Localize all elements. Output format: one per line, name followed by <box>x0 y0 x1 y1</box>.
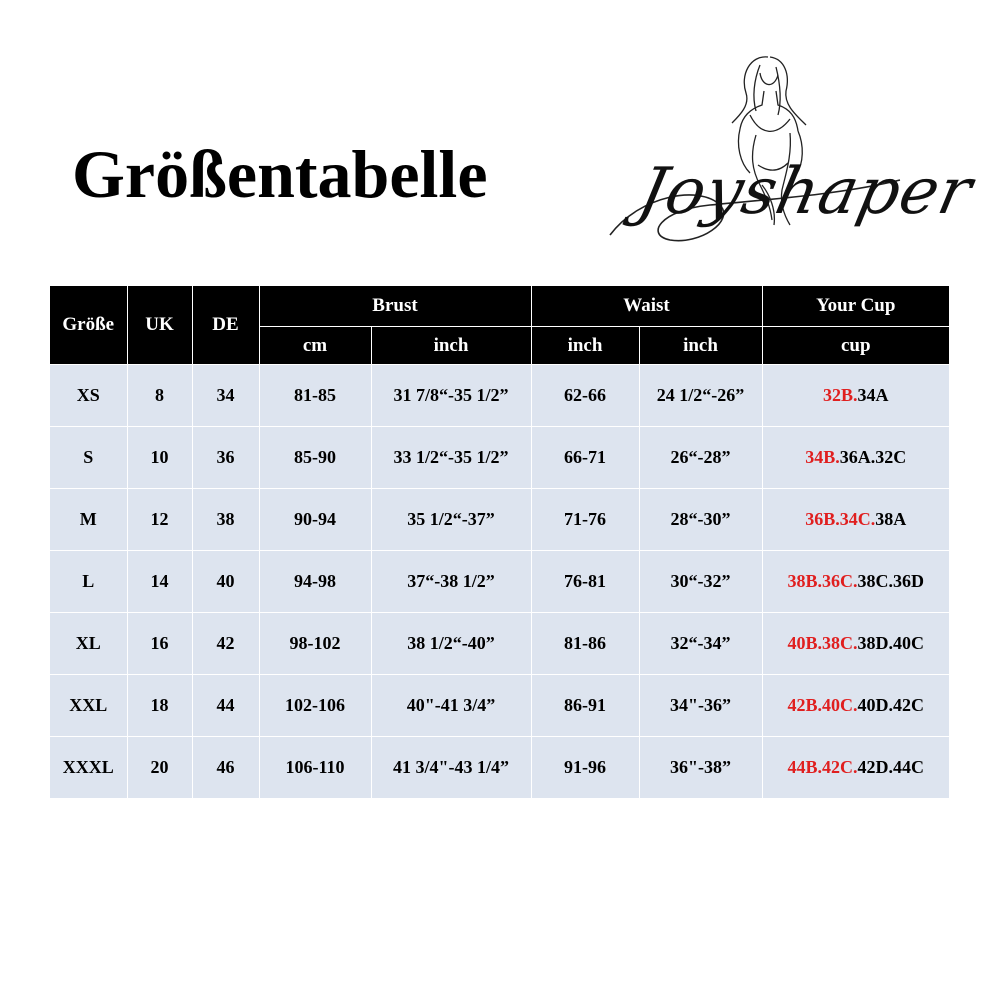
cup-other: 38C.36D <box>857 571 925 591</box>
cell-cup <box>762 737 949 799</box>
cell-size: L <box>50 551 127 613</box>
table-row <box>50 675 949 737</box>
table-row <box>50 365 949 427</box>
cell-brust-inch: 40"-41 3/4” <box>371 675 531 737</box>
cell-brust-inch: 35 1/2“-37” <box>371 489 531 551</box>
cell-brust-cm: 106-110 <box>259 737 371 799</box>
cell-size: M <box>50 489 127 551</box>
cell-de: 40 <box>192 551 259 613</box>
cell-waist-a: 71-76 <box>531 489 639 551</box>
header-brust-inch: inch <box>371 327 531 365</box>
cup-highlight: 42B.40C. <box>787 695 858 715</box>
cell-brust-cm: 98-102 <box>259 613 371 675</box>
cell-waist-a: 66-71 <box>531 427 639 489</box>
cell-waist-b: 26“-28” <box>639 427 762 489</box>
brand-logo <box>600 45 979 260</box>
cell-waist-b: 28“-30” <box>639 489 762 551</box>
header-waist-inch-b: inch <box>639 327 762 365</box>
cell-cup <box>762 551 949 613</box>
header-brust-cm: cm <box>259 327 371 365</box>
cell-brust-inch: 33 1/2“-35 1/2” <box>371 427 531 489</box>
cell-brust-cm: 81-85 <box>259 365 371 427</box>
header-waist: Waist <box>531 286 762 327</box>
cup-other: 40D.42C <box>857 695 925 715</box>
cup-highlight: 40B.38C. <box>787 633 858 653</box>
size-chart-table <box>50 286 949 799</box>
cell-uk: 20 <box>127 737 192 799</box>
cell-brust-cm: 94-98 <box>259 551 371 613</box>
cell-cup <box>762 365 949 427</box>
cup-highlight: 36B.34C. <box>805 509 876 529</box>
cell-size: XXL <box>50 675 127 737</box>
cup-highlight: 34B. <box>805 447 840 467</box>
table-row <box>50 613 949 675</box>
cell-brust-inch: 41 3/4"-43 1/4” <box>371 737 531 799</box>
cell-brust-cm: 102-106 <box>259 675 371 737</box>
cell-de: 34 <box>192 365 259 427</box>
header-your-cup: Your Cup <box>762 286 949 327</box>
cell-waist-a: 81-86 <box>531 613 639 675</box>
table-row <box>50 737 949 799</box>
header-brust: Brust <box>259 286 531 327</box>
cell-uk: 16 <box>127 613 192 675</box>
header-row-main <box>50 286 949 327</box>
header-groesse: Größe <box>50 286 127 365</box>
cup-other: 36A.32C <box>839 447 907 467</box>
cell-uk: 18 <box>127 675 192 737</box>
cell-uk: 10 <box>127 427 192 489</box>
cell-brust-inch: 37“-38 1/2” <box>371 551 531 613</box>
header-de: DE <box>192 286 259 365</box>
cell-waist-b: 24 1/2“-26” <box>639 365 762 427</box>
table-row <box>50 551 949 613</box>
cell-uk: 14 <box>127 551 192 613</box>
cell-size: S <box>50 427 127 489</box>
cell-de: 42 <box>192 613 259 675</box>
cell-uk: 8 <box>127 365 192 427</box>
cell-cup <box>762 427 949 489</box>
cup-other: 38A <box>875 509 907 529</box>
cup-other: 38D.40C <box>857 633 925 653</box>
page-title: Größentabelle <box>72 136 488 212</box>
cup-highlight: 44B.42C. <box>787 757 858 777</box>
header-waist-inch-a: inch <box>531 327 639 365</box>
cell-de: 44 <box>192 675 259 737</box>
cup-highlight: 32B. <box>823 385 858 405</box>
cell-waist-a: 62-66 <box>531 365 639 427</box>
cell-brust-cm: 85-90 <box>259 427 371 489</box>
table-row <box>50 489 949 551</box>
cell-waist-b: 36"-38” <box>639 737 762 799</box>
cup-other: 42D.44C <box>857 757 925 777</box>
cell-cup <box>762 613 949 675</box>
cell-waist-a: 91-96 <box>531 737 639 799</box>
cup-highlight: 38B.36C. <box>787 571 858 591</box>
cell-de: 36 <box>192 427 259 489</box>
cell-waist-a: 76-81 <box>531 551 639 613</box>
cell-brust-inch: 38 1/2“-40” <box>371 613 531 675</box>
cell-uk: 12 <box>127 489 192 551</box>
cell-size: XS <box>50 365 127 427</box>
header-uk: UK <box>127 286 192 365</box>
brand-logo-text: Joyshaper <box>632 155 979 229</box>
cup-other: 34A <box>857 385 889 405</box>
cell-brust-inch: 31 7/8“-35 1/2” <box>371 365 531 427</box>
cell-waist-b: 32“-34” <box>639 613 762 675</box>
cell-size: XXXL <box>50 737 127 799</box>
cell-cup <box>762 675 949 737</box>
header-cup: cup <box>762 327 949 365</box>
cell-de: 38 <box>192 489 259 551</box>
cell-waist-a: 86-91 <box>531 675 639 737</box>
cell-waist-b: 30“-32” <box>639 551 762 613</box>
cell-cup <box>762 489 949 551</box>
cell-waist-b: 34"-36” <box>639 675 762 737</box>
cell-size: XL <box>50 613 127 675</box>
table-row <box>50 427 949 489</box>
cell-brust-cm: 90-94 <box>259 489 371 551</box>
cell-de: 46 <box>192 737 259 799</box>
